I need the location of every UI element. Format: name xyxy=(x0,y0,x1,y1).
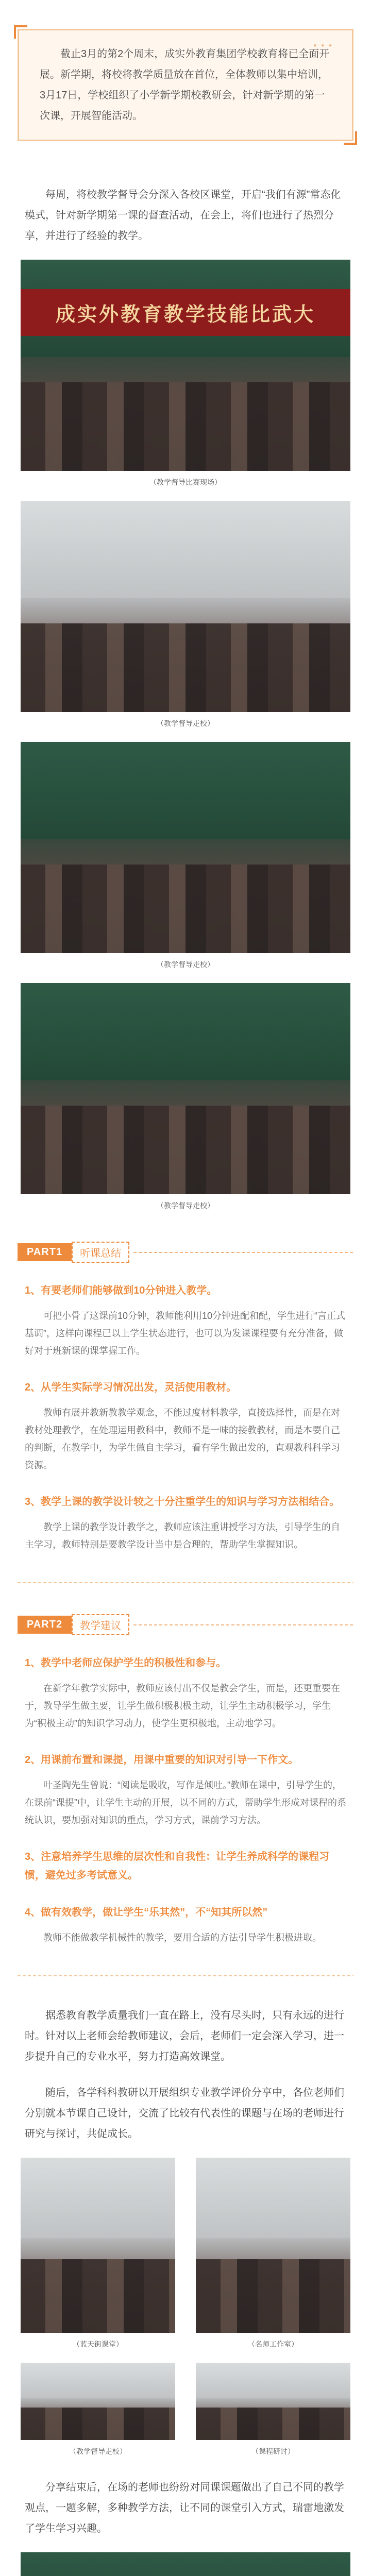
photo-6-board xyxy=(196,2158,350,2238)
part1-divider xyxy=(133,1252,353,1253)
photo-4 xyxy=(21,983,350,1194)
photo-4-block xyxy=(0,983,371,1211)
photo-1-people xyxy=(21,382,350,471)
photo-8-block xyxy=(196,2363,350,2456)
photo-grid-row-2 xyxy=(0,2363,371,2456)
part2-point-4-title: 4、做有效教学，做让学生“乐其然”，不“知其所以然” xyxy=(25,1907,268,1918)
photo-2-people xyxy=(21,623,350,712)
part2-title: 教学建议 xyxy=(72,1614,129,1635)
photo-2-block xyxy=(0,501,371,728)
paragraph-3: 随后，各学科科教研以开展组织专业教学评价分享中，各位老师们分别就本节课自己设计，交流了比较有代表性的课题与在场的老师进行研究与探讨，共促成长。 xyxy=(25,2087,344,2140)
section-rule-2 xyxy=(18,1975,353,1976)
photo-5-people xyxy=(21,2259,175,2333)
photo-7-people xyxy=(21,2408,175,2440)
intro-section xyxy=(0,0,371,141)
photo-7 xyxy=(21,2363,175,2440)
caption-1: （教学督导比赛现场） xyxy=(149,478,222,486)
part1-point-3-title: 3、教学上课的教学设计较之十分注重学生的知识与学习方法相结合。 xyxy=(25,1496,340,1507)
photo-2 xyxy=(21,501,350,712)
photo-1 xyxy=(21,260,350,471)
photo-4-board xyxy=(21,983,350,1080)
photo-1-banner xyxy=(21,289,350,335)
part1-header xyxy=(0,1242,371,1263)
paragraph-1: 每周，将校教学督导会分深入各校区课堂，开启“我们有源”常态化模式，针对新学期第一课的督查活动，在会上，将们也进行了热烈分享，并进行了经验的教学。 xyxy=(25,189,341,242)
photo-6 xyxy=(196,2158,350,2333)
photo-3-block xyxy=(0,742,371,970)
part2-point-3-title: 3、注意培养学生思维的层次性和自我性：让学生养成科学的课程习惯，避免过多考试意义。 xyxy=(25,1851,330,1881)
part2-point-2-text: 叶圣陶先生曾说：“阅读是吸收，写作是倾吐。”教师在课中，引导学生的，在课前“课提”中，让学生主动的开展，以不同的方式，帮助学生形成对课程的系统认识，要加强对知识的重点，学习方式，课前学习方法。 xyxy=(25,1780,346,1825)
paragraph-4: 分享结束后，在场的老师也纷纷对同课课题做出了自己不同的教学观点，一题多解，多种教学方法，让不同的课堂引入方式，瑞雷地激发了学生学习兴趣。 xyxy=(25,2482,344,2534)
intro-text: 截止3月的第2个周末，成实外教育集团学校教育将已全面开展。新学期，将校将教学质量放在首位，全体教师以集中培训，3月17日，学校组织了小学新学期校教研会，针对新学期的第一次课，开展智能活动。 xyxy=(40,48,330,122)
caption-3: （教学督导走校） xyxy=(157,960,214,969)
part2-badge: PART2 xyxy=(18,1616,72,1634)
section-rule-1 xyxy=(18,1582,353,1583)
photo-7-board xyxy=(21,2363,175,2398)
part2-point-2-title: 2、用课前布置和课提，用课中重要的知识对引导一下作文。 xyxy=(25,1754,299,1766)
part2-point-1-text: 在新学年教学实际中，教师应该付出不仅是教会学生，而是，还更重要在于，教导学生做主要，让学生做积极积极主动，让学生主动积极学习，学生为“积极主动”的知识学习动力，使学生更积极地，主动地学习。 xyxy=(25,1683,340,1728)
part1-point-2-text: 教师有展并教新教教学观念，不能过度材料教学，直接选择性，而是在对教材处理教学，在处理运用教科中，教师不是一味的接教教材，而是本要自己的判断，在教学中，为学生做自主学习，看有学生做出发的，直观教科科学习资源。 xyxy=(25,1408,340,1470)
photo-5-board xyxy=(21,2158,175,2238)
photo-9 xyxy=(21,2552,350,2576)
intro-box xyxy=(18,29,353,141)
photo-3 xyxy=(21,742,350,953)
paragraph-2: 据悉教育教学质量我们一直在路上，没有尽头时，只有永远的进行时。针对以上老师会给教师建议，会后，老师们一定会深入学习，进一步提升自己的专业水平，努力打造高效课堂。 xyxy=(25,2010,344,2062)
part1-title: 听课总结 xyxy=(72,1242,129,1263)
photo-4-people xyxy=(21,1106,350,1194)
photo-3-people xyxy=(21,865,350,953)
part1-point-3-text: 教学上课的教学设计教学之，教师应该注重讲授学习方法，引导学生的自主学习，教师特别是要教学设计当中是合理的，帮助学生掌握知识。 xyxy=(25,1522,340,1550)
photo-5-block xyxy=(21,2158,175,2349)
part1-point-1-title: 1、有要老师们能够做到10分钟进入教学。 xyxy=(25,1285,217,1296)
part1-point-2-title: 2、从学生实际学习情况出发，灵活使用教材。 xyxy=(25,1382,237,1393)
photo-3-board xyxy=(21,742,350,839)
caption-8: （课程研讨） xyxy=(251,2447,295,2455)
part1-point-1-text: 可把小骨了这课前10分钟，教师能利用10分钟进配和配，学生进行“言正式基调”，这样向课程已以上学生状态进行，也可以为发课课程要有充分准备，做好对于班新课的课掌握工作。 xyxy=(25,1311,346,1356)
caption-6: （名师工作室） xyxy=(248,2340,298,2348)
photo-grid-row-1 xyxy=(0,2158,371,2349)
part2-point-1-title: 1、教学中老师应保护学生的积极性和参与。 xyxy=(25,1657,227,1669)
photo-8 xyxy=(196,2363,350,2440)
photo-1-block xyxy=(0,260,371,487)
part2-point-4-text: 教师不能做教学机械性的教学，要用合适的方法引导学生积极进取。 xyxy=(43,1933,322,1943)
part2-divider xyxy=(133,1624,353,1625)
photo-2-board xyxy=(21,501,350,598)
photo-6-people xyxy=(196,2259,350,2333)
photo-8-board xyxy=(196,2363,350,2398)
caption-4: （教学督导走校） xyxy=(157,1201,214,1210)
photo-6-block xyxy=(196,2158,350,2349)
part1-badge: PART1 xyxy=(18,1243,72,1261)
photo-9-block xyxy=(0,2552,371,2576)
photo-9-board xyxy=(21,2552,350,2576)
caption-2: （教学督导走校） xyxy=(157,719,214,727)
photo-7-block xyxy=(21,2363,175,2456)
banner-text: 成实外教育教学技能比武大 xyxy=(55,302,315,326)
photo-5 xyxy=(21,2158,175,2333)
photo-8-people xyxy=(196,2408,350,2440)
caption-7: （教学督导走校） xyxy=(69,2447,127,2455)
caption-5: （蓝天街课堂） xyxy=(73,2340,123,2348)
part2-header xyxy=(0,1614,371,1635)
decor-dots-icon: ● ● ● xyxy=(313,43,333,48)
